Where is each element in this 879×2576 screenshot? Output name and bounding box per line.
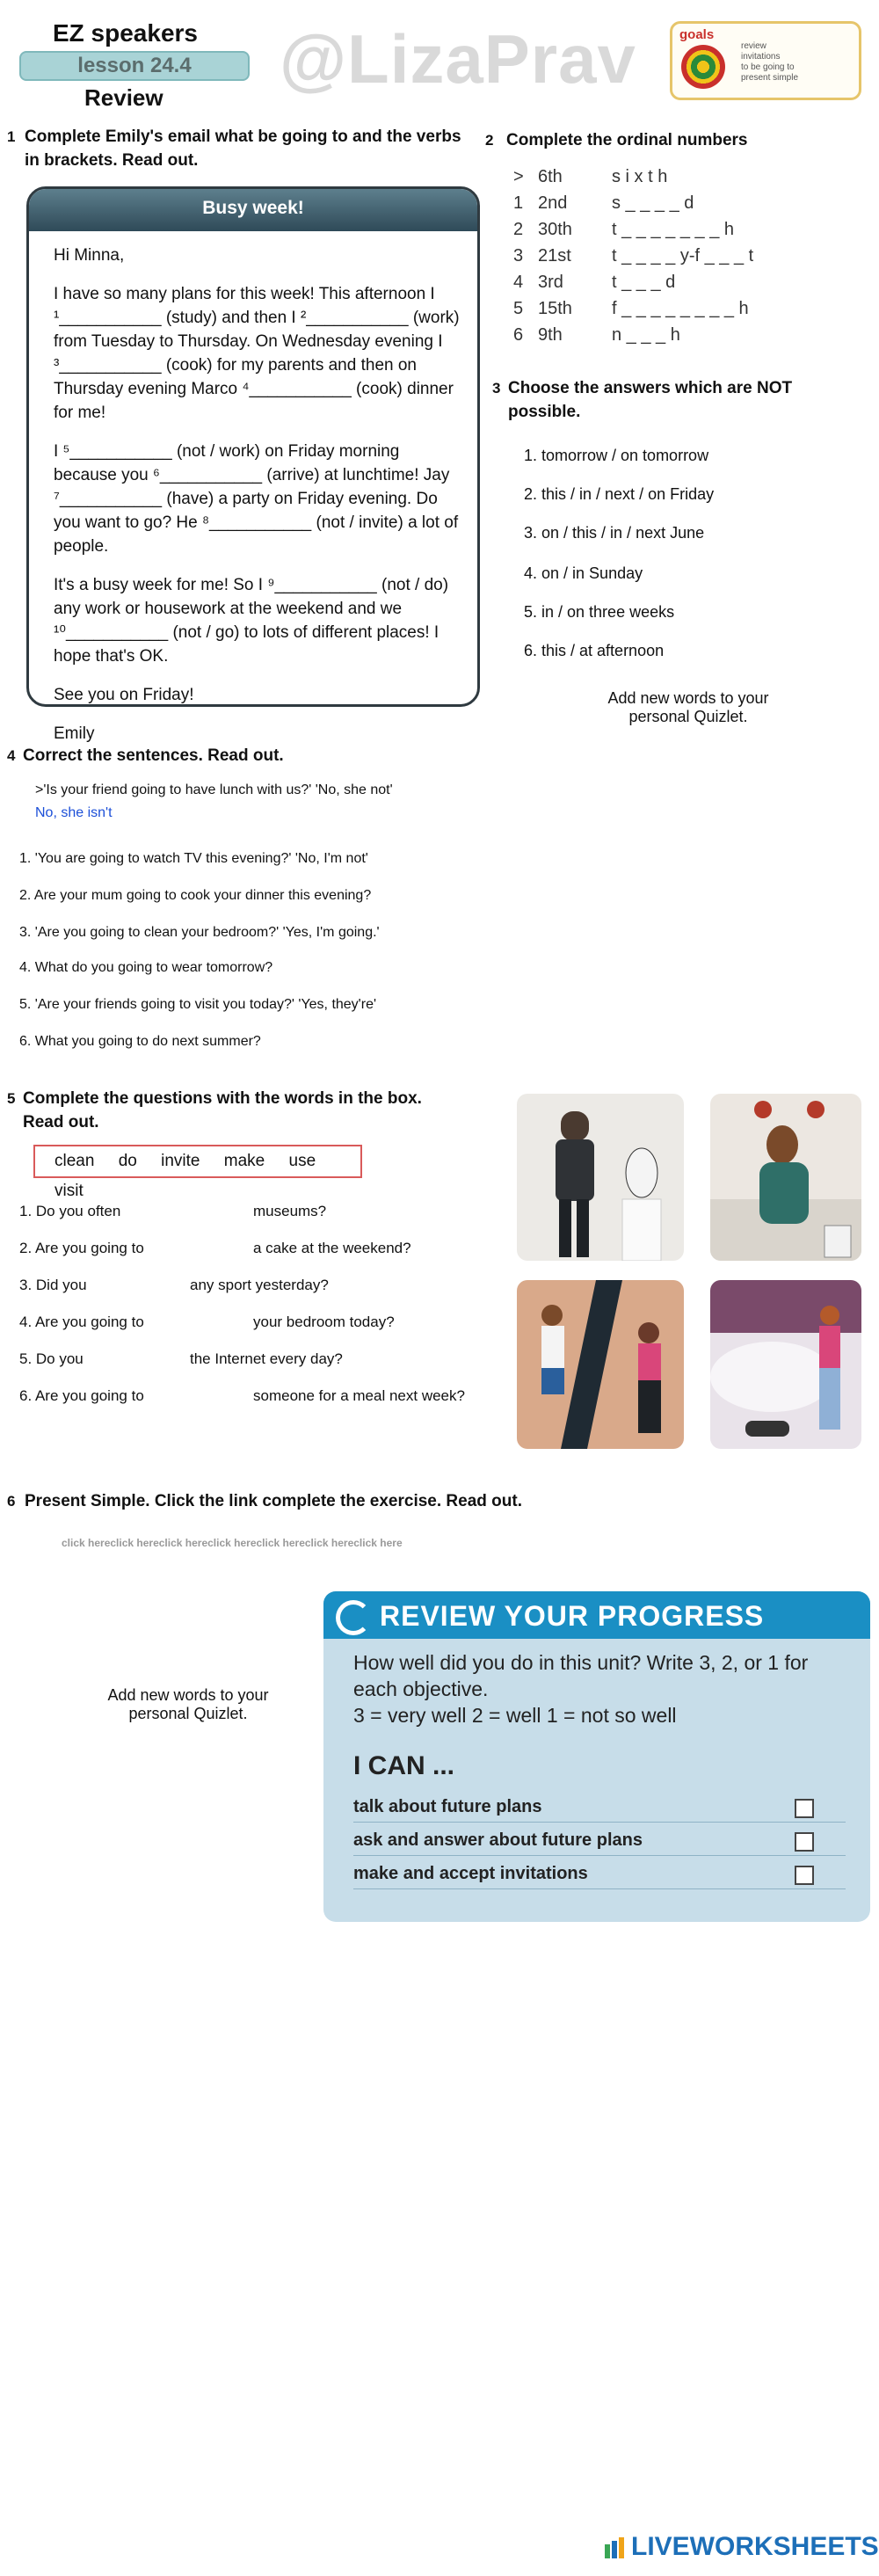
q1-instruction: Complete Emily's email what be going to and the verbs in brackets. Read out. bbox=[25, 127, 461, 170]
q5-item-end: a cake at the weekend? bbox=[253, 1240, 411, 1256]
objective-checkbox[interactable] bbox=[795, 1832, 814, 1852]
q5-item: 5. Do you bbox=[19, 1350, 84, 1367]
q1-number: 1 bbox=[7, 128, 16, 145]
email-body bbox=[54, 244, 467, 760]
q4-item[interactable]: 3. 'Are you going to clean your bedroom?' 'Yes, I'm going.' bbox=[19, 925, 380, 940]
email-paragraph-3: It's a busy week for me! So I ⁹___________ (not / do) any work or housework at the weekend and we ¹⁰___________ (not / go) to lots of different places! I hope that's OK. bbox=[54, 576, 449, 666]
refresh-cycle-icon bbox=[336, 1600, 371, 1635]
q2-instruction: Complete the ordinal numbers bbox=[506, 131, 748, 149]
ordinal-list bbox=[513, 167, 865, 352]
q5-item-end: the Internet every day? bbox=[190, 1350, 343, 1367]
word-option[interactable]: clean bbox=[54, 1152, 95, 1170]
q6-instruction: Present Simple. Click the link complete the exercise. Read out. bbox=[25, 1492, 522, 1510]
quizlet-note-2: Add new words to your personal Quizlet. bbox=[107, 1686, 269, 1722]
q4-instruction: Correct the sentences. Read out. bbox=[23, 746, 284, 765]
word-option[interactable]: make bbox=[223, 1152, 265, 1170]
q5-item-end: your bedroom today? bbox=[253, 1313, 395, 1330]
picture-museum bbox=[517, 1094, 684, 1261]
email-card bbox=[26, 186, 480, 743]
review-instructions: How well did you do in this unit? Write 3, 2, or 1 for each objective. 3 = very well 2 = well 1 = not so well bbox=[353, 1651, 809, 1727]
objective-checkbox[interactable] bbox=[795, 1799, 814, 1818]
objective-row: talk about future plans bbox=[353, 1792, 846, 1823]
q3-option[interactable]: 1. tomorrow / on tomorrow bbox=[524, 447, 709, 464]
objective-row: make and accept invitations bbox=[353, 1859, 846, 1889]
email-paragraph-2: I ⁵___________ (not / work) on Friday morning because you ⁶___________ (arrive) at lunchtime! Jay ⁷___________ (have) a party on Friday evening. Do you want to go? He ⁸___________ (not / invite) a lot of people. bbox=[54, 442, 459, 556]
ordinal-row: 1 2nd s _ _ _ _ d bbox=[513, 193, 694, 213]
review-title: REVIEW YOUR PROGRESS bbox=[380, 1600, 765, 1632]
q5-instruction: Complete the questions with the words in the box. Read out. bbox=[23, 1089, 422, 1132]
goals-box bbox=[670, 21, 861, 100]
picture-cooking bbox=[710, 1094, 861, 1261]
ordinal-row: 4 3rd t _ _ _ d bbox=[513, 273, 676, 292]
ordinal-row: > 6th s i x t h bbox=[513, 167, 668, 186]
museum-illustration bbox=[517, 1094, 684, 1261]
q4-number: 4 bbox=[7, 747, 16, 764]
q5-item: 4. Are you going to bbox=[19, 1313, 144, 1330]
q5-item-end: someone for a meal next week? bbox=[253, 1387, 465, 1404]
page-subtitle: Review bbox=[84, 84, 163, 111]
target-icon bbox=[681, 45, 725, 89]
footer-brand: LIVEWORKSHEETS bbox=[631, 2532, 879, 2561]
q4-example: >'Is your friend going to have lunch with us?' 'No, she not' bbox=[35, 782, 393, 797]
email-closing: See you on Friday! bbox=[54, 686, 194, 704]
worksheet-title: EZ speakers bbox=[53, 19, 198, 47]
email-greeting: Hi Minna, bbox=[54, 246, 125, 265]
q5-item: 6. Are you going to bbox=[19, 1387, 144, 1404]
i-can-heading: I CAN ... bbox=[353, 1751, 455, 1780]
q3-option[interactable]: 6. this / at afternoon bbox=[524, 642, 665, 659]
quizlet-note: Add new words to your personal Quizlet. bbox=[607, 689, 769, 725]
word-option[interactable]: visit bbox=[54, 1182, 84, 1200]
word-box bbox=[33, 1145, 362, 1200]
exercise-link[interactable]: click here bbox=[353, 1537, 403, 1549]
q5-item: 1. Do you often bbox=[19, 1203, 121, 1219]
ordinal-row: 2 30th t _ _ _ _ _ _ _ h bbox=[513, 220, 734, 239]
q4-example-answer: No, she isn't bbox=[35, 805, 113, 820]
q5-item: 2. Are you going to bbox=[19, 1240, 144, 1256]
review-panel bbox=[323, 1591, 870, 1922]
q4-item[interactable]: 4. What do you going to wear tomorrow? bbox=[19, 960, 273, 975]
objective-checkbox[interactable] bbox=[795, 1866, 814, 1885]
link-row bbox=[62, 1537, 403, 1549]
q4-item[interactable]: 6. What you going to do next summer? bbox=[19, 1034, 261, 1049]
word-option[interactable]: do bbox=[118, 1152, 137, 1170]
goals-list: review invitations to be going to present simple bbox=[741, 41, 799, 83]
cooking-illustration bbox=[710, 1094, 861, 1261]
q5-item-end: any sport yesterday? bbox=[190, 1277, 329, 1293]
exercise-link[interactable]: click here bbox=[304, 1537, 354, 1549]
word-option[interactable]: invite bbox=[161, 1152, 200, 1170]
q5-item-end: museums? bbox=[253, 1203, 327, 1219]
email-signature: Emily bbox=[54, 724, 95, 743]
exercise-link[interactable]: click here bbox=[62, 1537, 111, 1549]
word-option[interactable]: use bbox=[288, 1152, 316, 1170]
email-title: Busy week! bbox=[202, 198, 304, 218]
exercise-link[interactable]: click here bbox=[110, 1537, 159, 1549]
q3-number: 3 bbox=[492, 380, 501, 397]
q3-option[interactable]: 5. in / on three weeks bbox=[524, 603, 675, 621]
q2-number: 2 bbox=[485, 132, 494, 149]
q5-number: 5 bbox=[7, 1090, 16, 1107]
liveworksheets-logo-icon bbox=[605, 2537, 628, 2560]
q3-option[interactable]: 4. on / in Sunday bbox=[524, 564, 643, 582]
goals-label: goals bbox=[679, 27, 715, 42]
q3-instruction: Choose the answers which are NOT possible. bbox=[508, 379, 793, 421]
email-paragraph-1: I have so many plans for this week! This afternoon I ¹___________ (study) and then I ²___________ (work) from Tuesday to Thursday. On Wednesday evening I ³___________ (cook) for my parents and then on Thursday evening Marco ⁴___________ (cook) dinner for me! bbox=[54, 285, 460, 422]
objective-row: ask and answer about future plans bbox=[353, 1825, 846, 1856]
exercise-link[interactable]: click here bbox=[256, 1537, 305, 1549]
cleaning-illustration bbox=[710, 1280, 861, 1449]
ordinal-row: 5 15th f _ _ _ _ _ _ _ _ h bbox=[513, 299, 749, 318]
lesson-badge: lesson 24.4 bbox=[19, 51, 250, 81]
watermark: @LizaPrav bbox=[280, 20, 636, 98]
exercise-link[interactable]: click here bbox=[207, 1537, 257, 1549]
q3-option[interactable]: 2. this / in / next / on Friday bbox=[524, 485, 715, 503]
picture-sport bbox=[517, 1280, 684, 1449]
sport-illustration bbox=[517, 1280, 684, 1449]
q3-option[interactable]: 3. on / this / in / next June bbox=[524, 524, 705, 542]
q4-item[interactable]: 2. Are your mum going to cook your dinner this evening? bbox=[19, 888, 372, 903]
q4-item[interactable]: 5. 'Are your friends going to visit you today?' 'Yes, they're' bbox=[19, 997, 377, 1012]
q6-number: 6 bbox=[7, 1493, 16, 1510]
exercise-link[interactable]: click here bbox=[158, 1537, 208, 1549]
q4-item[interactable]: 1. 'You are going to watch TV this evening?' 'No, I'm not' bbox=[19, 851, 368, 866]
picture-cleaning bbox=[710, 1280, 861, 1449]
ordinal-row: 6 9th n _ _ _ h bbox=[513, 325, 680, 345]
q5-item: 3. Did you bbox=[19, 1277, 87, 1293]
ordinal-row: 3 21st t _ _ _ _ y-f _ _ _ t bbox=[513, 246, 754, 266]
